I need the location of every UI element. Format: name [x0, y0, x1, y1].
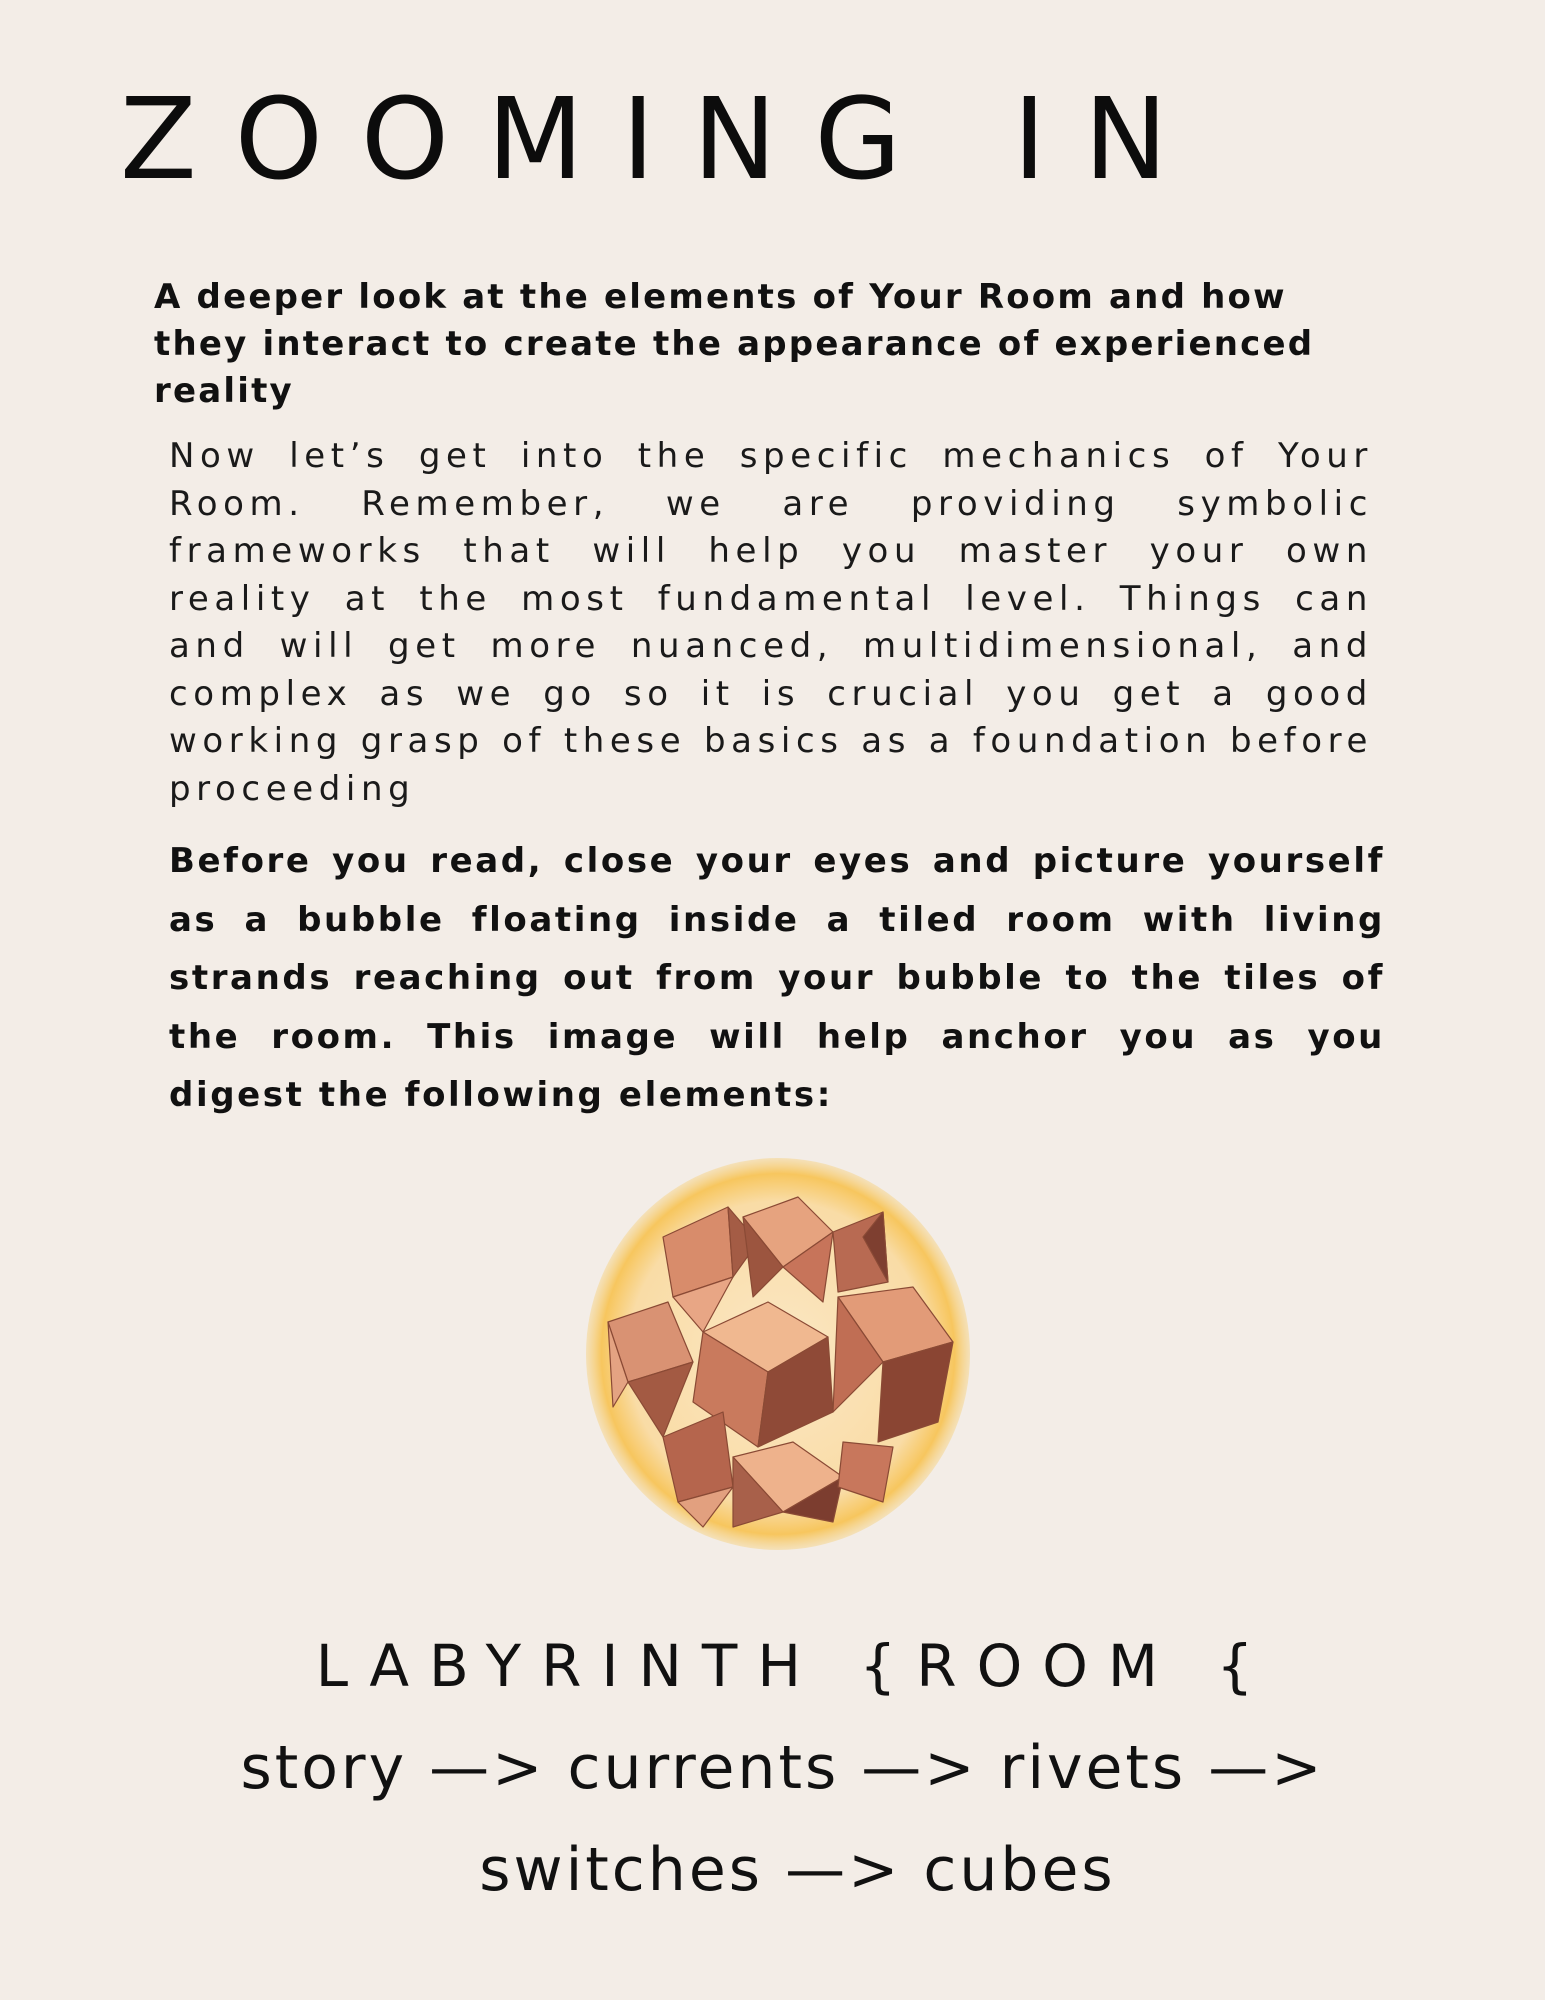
labyrinth-heading: LABYRINTH {ROOM {: [315, 1632, 1274, 1700]
element-sequence-line-1: story —> currents —> rivets —>: [240, 1733, 1325, 1803]
visualization-prompt: Before you read, close your eyes and picture yourself as a bubble floating inside a tiled room with living strands reaching out from your bubble to the tiles of the room. This image will help anchor you as you digest the following elements:: [169, 841, 1385, 1115]
cube-cluster-icon: [583, 1157, 973, 1551]
page-title: ZOOMING IN: [120, 75, 1206, 205]
page-subtitle: A deeper look at the elements of Your Room and how they interact to create the appearance of experienced reality: [154, 277, 1315, 411]
intro-paragraph: Now let’s get into the specific mechanics of Your Room. Remember, we are providing symbolic frameworks that will help you master your own reality at the most fundamental level. Things can and will get more nuanced, multidimensional, and complex as we go so it is crucial you get a good working grasp of these basics as a foundation before proceeding: [169, 436, 1373, 809]
element-sequence-line-2: switches —> cubes: [479, 1835, 1116, 1905]
